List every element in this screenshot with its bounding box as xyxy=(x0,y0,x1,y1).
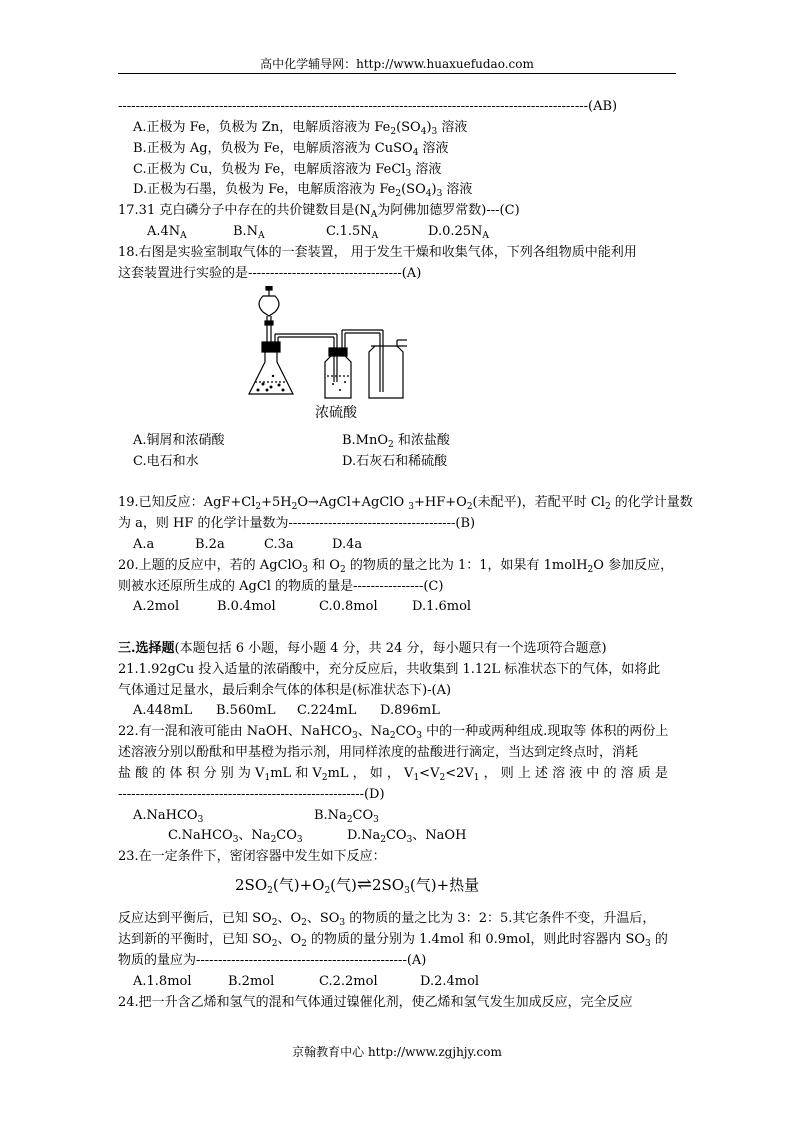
text-part: 、NaOH xyxy=(412,828,467,843)
text-part: +5H xyxy=(261,495,292,510)
subscript: A xyxy=(180,231,187,241)
text-part: mL 和 V xyxy=(270,766,322,781)
text-part: CO xyxy=(276,828,297,843)
subscript: 2 xyxy=(439,773,446,783)
q22-stem-line4: --------------------------------------------------------(D) xyxy=(118,787,385,802)
q23-body-line1 xyxy=(118,910,655,928)
q16-answer-line xyxy=(118,98,617,116)
subscript: A xyxy=(370,210,378,220)
q24-stem: 24.把一升含乙烯和氢气的混和气体通过镍催化剂，使乙烯和氢气发生加成反应，完全反应 xyxy=(118,995,633,1010)
subscript: 2 xyxy=(271,918,278,928)
q20-option-a: A.2mol xyxy=(133,599,180,614)
subscript: 3 xyxy=(302,565,309,575)
subscript: 2 xyxy=(395,189,402,199)
subscript: 3 xyxy=(373,815,379,825)
text-part: C.NaHCO xyxy=(168,828,233,843)
q21-stem-line2: 气体通过足量水，最后剩余气体的体积是(标准状态下)-(A) xyxy=(118,683,452,698)
subscript: 2 xyxy=(321,773,328,783)
text-part: (气)+热量 xyxy=(409,876,480,894)
text-part: 、O xyxy=(277,932,302,947)
subscript: 2 xyxy=(388,440,394,450)
text-part: ) xyxy=(431,182,437,197)
q18-option-a: A.铜屑和浓硝酸 xyxy=(133,433,225,448)
q19-option-c: C.3a xyxy=(264,537,294,552)
subscript: 3 xyxy=(339,918,346,928)
subscript: 2 xyxy=(339,565,346,575)
text-part: 19.已知反应：AgF+Cl xyxy=(118,495,256,510)
q17-option-a xyxy=(147,223,187,241)
subscript: 2 xyxy=(291,502,298,512)
subscript: 2 xyxy=(587,565,594,575)
text-part: 溶液 xyxy=(437,120,468,135)
q19-option-b: B.2a xyxy=(195,537,225,552)
text-part: B.正极为 Ag，负极为 Fe，电解质溶液为 CuSO xyxy=(133,141,413,156)
subscript: 1 xyxy=(413,773,420,783)
q23-equation xyxy=(235,876,479,894)
subscript: 1 xyxy=(473,773,480,783)
text-part: <2V xyxy=(445,766,474,781)
header-rule xyxy=(118,73,676,74)
collecting-bottle xyxy=(369,346,403,398)
q20-option-c: C.0.8mol xyxy=(319,599,378,614)
text-part: mL ， 如 ， V xyxy=(327,766,414,781)
text-part: CO xyxy=(395,724,417,739)
q17-option-c xyxy=(326,223,378,241)
q22-option-b xyxy=(314,807,379,825)
text-part: 的物质的量之比为 3：2：5.其它条件不变，升温后， xyxy=(345,911,656,926)
q17-stem xyxy=(118,202,520,220)
q18-option-b xyxy=(342,432,450,450)
text-part: D.0.25N xyxy=(428,224,483,239)
text-part: A.正极为 Fe，负极为 Zn，电解质溶液为 Fe xyxy=(133,120,391,135)
text-part: 溶液 xyxy=(411,162,442,177)
subscript: 3 xyxy=(416,731,422,741)
q17-option-b xyxy=(233,223,265,241)
subscript: 2 xyxy=(270,835,277,845)
text-part: (气) xyxy=(330,876,357,894)
text-part: +HF+O xyxy=(414,495,467,510)
q22-stem-line2: 述溶液分别以酚酞和甲基橙为指示剂，用同样浓度的盐酸进行滴定，当达到定终点时，消耗 xyxy=(118,745,639,760)
q16-option-b xyxy=(133,140,449,158)
text-part: D.正极为石墨，负极为 Fe，电解质溶液为 Fe xyxy=(133,182,396,197)
q23-body-line2 xyxy=(118,931,668,949)
subscript: 3 xyxy=(408,502,414,512)
q21-option-b: B.560mL xyxy=(216,703,276,718)
text-part: 为阿佛加德罗常数)---(C) xyxy=(377,203,520,218)
q22-option-d xyxy=(347,827,466,845)
q22-option-c xyxy=(168,827,303,845)
text-part: B.N xyxy=(233,224,259,239)
subscript: 2 xyxy=(390,127,397,137)
text-part: 、SO xyxy=(306,911,340,926)
subscript: 2 xyxy=(301,918,307,928)
subscript: 3 xyxy=(406,835,413,845)
wash-bottle-stopper xyxy=(329,348,347,356)
q20-stem-line1 xyxy=(118,557,673,575)
subscript: 2 xyxy=(267,886,273,896)
text-part: 的物质的量之比为 1：1，如果有 1molH xyxy=(345,558,588,573)
text-part: <V xyxy=(419,766,440,781)
q22-option-a xyxy=(133,807,203,825)
text-part: 20.上题的反应中，若的 AgClO xyxy=(118,558,303,573)
q17-option-d xyxy=(428,223,489,241)
text-part: 22.有一混和液可能由 NaOH、NaHCO xyxy=(118,724,352,739)
text-part: 17.31 克白磷分子中存在的共价键数目是(N xyxy=(118,203,371,218)
subscript: 4 xyxy=(420,127,427,137)
page-footer: 京翰教育中心 http://www.zgjhjy.com xyxy=(292,1045,502,1059)
subscript: 3 xyxy=(431,127,438,137)
text-part: 、Na xyxy=(357,724,390,739)
subscript: 3 xyxy=(232,835,239,845)
q16-option-d xyxy=(133,181,472,199)
q23-stem: 23.在一定条件下，密闭容器中发生如下反应： xyxy=(118,849,386,864)
text-part: B.Na xyxy=(314,808,347,823)
text-part: 中的一种或两种组成.现取等 体积的两份上 xyxy=(421,724,669,739)
subscript: 2 xyxy=(301,939,307,949)
subscript: A xyxy=(258,231,265,241)
text-part: 2SO xyxy=(371,876,405,894)
text-part: ， 则 上 述 溶 液 中 的 溶 质 是 xyxy=(479,766,668,781)
q18-option-d: D.石灰石和稀硫酸 xyxy=(342,454,448,469)
q21-option-c: C.224mL xyxy=(297,703,357,718)
funnel-bulb xyxy=(259,296,279,316)
q19-stem-line2: 为 a，则 HF 的化学计量数为--------------------------------------(B) xyxy=(118,516,476,531)
subscript: 4 xyxy=(425,189,432,199)
text-part: 的化学计量数 xyxy=(610,495,693,510)
subscript: 3 xyxy=(352,731,358,741)
q19-option-a: A.a xyxy=(133,537,155,552)
q23-body-line3: 物质的量应为------------------------------------------------(A) xyxy=(118,953,427,968)
text-part: C.正极为 Cu，负极为 Fe，电解质溶液为 FeCl xyxy=(133,162,406,177)
text-part: B.MnO xyxy=(342,433,389,448)
q21-stem-line1: 21.1.92gCu 投入适量的浓硝酸中，充分反应后，共收集到 1.12L 标准状态下的气体，如将此 xyxy=(118,662,661,677)
text-part: 、Na xyxy=(238,828,271,843)
subscript: 3 xyxy=(404,886,410,896)
text-part: 盐 酸 的 体 积 分 别 为 V xyxy=(118,766,265,781)
subscript: 2 xyxy=(346,815,353,825)
wash-bottle xyxy=(325,356,351,398)
text-part: 、O xyxy=(277,911,302,926)
text-part: O→AgCl+AgClO xyxy=(297,495,409,510)
q21-option-d: D.896mL xyxy=(380,703,440,718)
text-part: (未配平)，若配平时 Cl xyxy=(472,495,605,510)
q23-option-d: D.2.4mol xyxy=(420,974,480,989)
subscript: 3 xyxy=(197,815,204,825)
page-header: 高中化学辅导网：http://www.huaxuefudao.com xyxy=(260,57,534,71)
text-part: 的 xyxy=(650,932,668,947)
q22-stem-line3 xyxy=(118,765,668,783)
section-title: 三.选择题 xyxy=(118,641,175,656)
q23-option-b: B.2mol xyxy=(228,974,275,989)
text-part: CO xyxy=(352,808,374,823)
q18-stem-line1: 18.右图是实验室制取气体的一套装置， 用于发生干燥和收集气体，下列各组物质中能利用 xyxy=(118,245,637,260)
subscript: 2 xyxy=(466,502,473,512)
q21-option-a: A.448mL xyxy=(133,703,193,718)
section-desc: (本题包括 6 小题，每小题 4 分，共 24 分，每小题只有一个选项符合题意) xyxy=(174,641,607,656)
text-part: 达到新的平衡时，已知 SO xyxy=(118,932,272,947)
text-part: (气)+O xyxy=(272,876,325,894)
text-part: 反应达到平衡后，已知 SO xyxy=(118,911,272,926)
text-part: A.4N xyxy=(147,224,181,239)
text-part: O 参加反应， xyxy=(593,558,674,573)
q16-option-c xyxy=(133,161,441,179)
subscript: 2 xyxy=(389,731,396,741)
q18-stem-line2: 这套装置进行实验的是-----------------------------------(A) xyxy=(118,266,422,281)
subscript: 4 xyxy=(412,148,419,158)
text-part: 溶液 xyxy=(418,141,449,156)
text-part: (SO xyxy=(396,120,421,135)
q20-option-d: D.1.6mol xyxy=(412,599,472,614)
q16-answer: -----------------------------------------------------------------------------------------------------------(AB) xyxy=(118,99,618,114)
text-part: 溶液 xyxy=(442,182,473,197)
subscript: 2 xyxy=(271,939,278,949)
q16-option-a xyxy=(133,119,467,137)
q20-option-b: B.0.4mol xyxy=(217,599,276,614)
text-part: ) xyxy=(426,120,432,135)
subscript: 2 xyxy=(324,886,331,896)
figure-label-conc-sulfuric-acid: 浓硫酸 xyxy=(315,405,357,421)
subscript: 3 xyxy=(645,939,651,949)
text-part: D.Na xyxy=(347,828,381,843)
subscript: A xyxy=(482,231,489,241)
text-part: 2SO xyxy=(235,876,268,894)
q19-stem-line1 xyxy=(118,494,693,512)
text-part: CO xyxy=(385,828,407,843)
equilibrium-arrow: ⇌ xyxy=(356,874,372,895)
text-part: 的物质的量分别为 1.4mol 和 0.9mol，则此时容器内 SO xyxy=(306,932,646,947)
subscript: A xyxy=(371,231,379,241)
q19-option-d: D.4a xyxy=(332,537,363,552)
text-part: 和 O xyxy=(308,558,340,573)
q18-option-c: C.电石和水 xyxy=(133,454,199,469)
q22-stem-line1 xyxy=(118,723,668,741)
subscript: 3 xyxy=(405,169,412,179)
text-part: 和浓盐酸 xyxy=(393,433,450,448)
section-3-heading xyxy=(118,640,607,658)
subscript: 2 xyxy=(380,835,386,845)
q20-stem-line2: 则被水还原所生成的 AgCl 的物质的量是----------------(C) xyxy=(118,579,444,594)
text-part: A.NaHCO xyxy=(133,808,198,823)
q23-option-a: A.1.8mol xyxy=(133,974,192,989)
subscript: 1 xyxy=(264,773,271,783)
subscript: 2 xyxy=(255,502,262,512)
subscript: 3 xyxy=(436,189,443,199)
text-part: C.1.5N xyxy=(326,224,372,239)
text-part: (SO xyxy=(401,182,426,197)
subscript: 3 xyxy=(296,835,303,845)
subscript: 2 xyxy=(604,502,611,512)
flask-stopper xyxy=(262,342,280,352)
q23-option-c: C.2.2mol xyxy=(319,974,378,989)
